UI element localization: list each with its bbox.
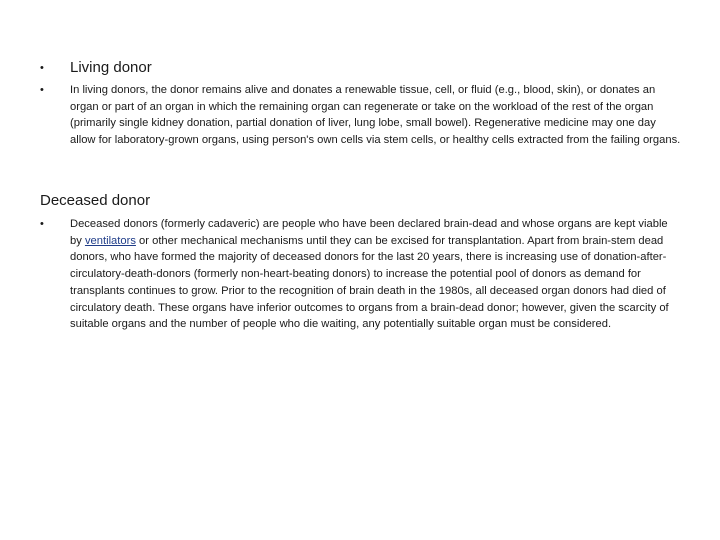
deceased-donor-heading: Deceased donor <box>40 192 151 209</box>
ventilators-link[interactable]: ventilators <box>84 234 136 247</box>
living-donor-title: Living donor <box>70 59 152 76</box>
deceased-text-part1: Deceased donors (formerly cadaveric) are people who have been declared brain-dead and whose organs are kept viable by <box>70 218 668 247</box>
bullet-marker: • <box>40 218 44 230</box>
deceased-donor-paragraph <box>70 216 682 333</box>
deceased-text-part2: or other mechanical mechanisms until they can be excised for transplantation. Apart from brain-stem dead donors, who have formed the majority of deceased donors for the last 20 years, there is increasing use of donation-after-circulatory-death-donors (formerly non-heart-beating donors) to increase the potential pool of donors as demand for transplants continues to grow. Prior to the recognition of brain death in the 1980s, all deceased organ donors had died of circulatory death. These organs have inferior outcomes to organs from a brain-dead donor; however, given the scarcity of suitable organs and the number of people who die waiting, any potentially suitable organ must be considered. <box>70 234 669 331</box>
bullet-marker: • <box>40 84 44 96</box>
living-donor-paragraph: In living donors, the donor remains alive and donates a renewable tissue, cell, or fluid (e.g., blood, skin), or donates an organ or part of an organ in which the remaining organ can regenerate or take on the workload of the rest of the organ (primarily single kidney donation, partial donation of liver, lung lobe, small bowel). Regenerative medicine may one day allow for laboratory-grown organs, using person's own cells via stem cells, or healthy cells extracted from the failing organs. <box>70 84 681 147</box>
bullet-marker: • <box>40 62 44 74</box>
